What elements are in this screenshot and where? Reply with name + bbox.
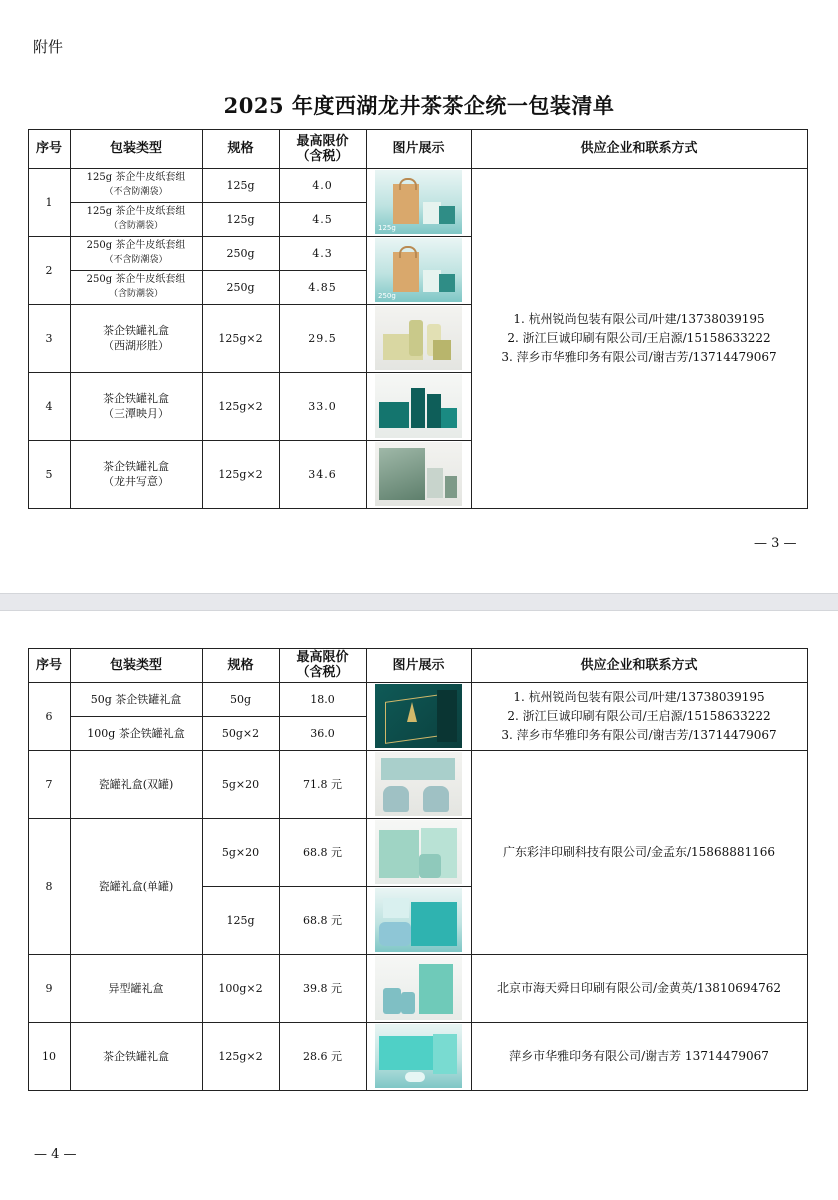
package-type (70, 440, 202, 508)
supplier-line: 2. 浙江巨诚印刷有限公司/王启源/15158633222 (507, 708, 771, 723)
package-type: 茶企铁罐礼盒 (103, 1049, 169, 1063)
price-cell: 4.3 (312, 246, 333, 260)
header-spec: 规格 (227, 657, 254, 673)
package-type-line2: （不含防潮袋） (104, 255, 168, 265)
package-type: 异型罐礼盒 (108, 981, 164, 995)
row-number: 1 (45, 195, 53, 209)
package-type: 瓷罐礼盒(单罐) (98, 879, 174, 893)
package-type-line2: （含防潮袋） (108, 289, 163, 299)
supplier-contacts: 北京市海天舜日印刷有限公司/金黄英/13810694762 (496, 980, 782, 995)
package-type: 50g 茶企铁罐礼盒 (90, 692, 182, 706)
shaped-jar-gift-box-image (375, 956, 462, 1020)
price-cell: 39.8 元 (303, 982, 342, 995)
package-type-line1: 茶企铁罐礼盒 (103, 324, 169, 337)
package-type-line1: 125g 茶企牛皮纸套组 (86, 172, 186, 183)
package-type-line2: （龙井写意） (103, 475, 169, 488)
row-number: 2 (45, 263, 53, 277)
supplier-line: 1. 杭州锐尚包装有限公司/叶建/13738039195 (513, 311, 765, 326)
supplier-contacts: 萍乡市华雅印务有限公司/谢吉芳 13714479067 (509, 1048, 769, 1063)
page-separator (0, 593, 838, 611)
supplier-contacts: 广东彩沣印刷科技有限公司/金孟东/15868881166 (502, 844, 776, 859)
supplier-line: 3. 萍乡市华雅印务有限公司/谢吉芳/13714479067 (501, 727, 777, 742)
header-image: 图片展示 (392, 657, 445, 673)
price-cell: 68.8 元 (303, 914, 342, 927)
price-cell: 29.5 (308, 331, 337, 345)
header-price-line1: 最高限价 (296, 650, 349, 665)
package-type-line1: 250g 茶企牛皮纸套组 (86, 274, 186, 285)
package-type (70, 304, 202, 372)
page-3 (0, 0, 838, 593)
attachment-label: 附件 (33, 38, 64, 56)
row-number: 7 (45, 777, 53, 791)
package-type-line1: 250g 茶企牛皮纸套组 (86, 240, 186, 251)
spec-cell: 50g (229, 692, 252, 706)
row-number: 6 (45, 709, 53, 723)
price-cell: 33.0 (308, 399, 337, 413)
spec-cell: 125g (226, 212, 255, 226)
package-type (70, 168, 202, 202)
package-type (70, 372, 202, 440)
package-type-line2: （不含防潮袋） (104, 187, 168, 197)
price-cell: 68.8 元 (303, 846, 342, 859)
ceramic-jar-single-125g-image (375, 888, 462, 952)
package-type-line2: （三潭映月） (103, 407, 169, 420)
package-type-line1: 125g 茶企牛皮纸套组 (86, 206, 186, 217)
price-cell: 4.5 (312, 212, 333, 226)
header-type: 包装类型 (109, 657, 162, 673)
header-price-line1: 最高限价 (296, 133, 349, 149)
row-number: 3 (45, 331, 53, 345)
spec-cell: 5g×20 (221, 845, 260, 859)
price-cell: 28.6 元 (303, 1050, 342, 1063)
spec-cell: 125g×2 (218, 399, 263, 413)
price-cell: 18.0 (310, 692, 335, 706)
spec-cell: 50g×2 (221, 726, 260, 740)
spec-cell: 250g (226, 246, 255, 260)
row-number: 10 (42, 1049, 56, 1063)
header-supplier: 供应企业和联系方式 (580, 141, 698, 156)
price-cell: 4.85 (308, 280, 337, 294)
package-type (70, 236, 202, 270)
package-type: 100g 茶企铁罐礼盒 (87, 726, 185, 740)
spec-cell: 125g (226, 913, 255, 927)
header-no: 序号 (35, 657, 62, 673)
header-type: 包装类型 (109, 141, 162, 156)
tin-gift-box-xihu-image (375, 306, 462, 370)
header-price-line2: （含税） (296, 665, 349, 680)
supplier-line: 3. 萍乡市华雅印务有限公司/谢吉芳/13714479067 (501, 349, 777, 364)
supplier-line: 1. 杭州锐尚包装有限公司/叶建/13738039195 (513, 689, 765, 704)
header-image: 图片展示 (392, 141, 445, 156)
ceramic-jar-double-image (375, 752, 462, 816)
spec-cell: 5g×20 (221, 777, 260, 791)
header-spec: 规格 (227, 141, 254, 156)
spec-cell: 125g×2 (218, 1049, 263, 1063)
header-price (279, 129, 366, 168)
header-price-line2: （含税） (296, 148, 349, 164)
image-size-label: 250g (378, 292, 396, 300)
header-price (279, 648, 366, 682)
price-cell: 36.0 (310, 726, 335, 740)
supplier-contacts (471, 682, 807, 750)
image-size-label: 125g (378, 224, 396, 232)
row-number: 9 (45, 981, 53, 995)
page-number: — 4 — (34, 1147, 77, 1162)
tin-gift-box-50g-image (375, 684, 462, 748)
ceramic-jar-single-image (375, 820, 462, 884)
header-supplier: 供应企业和联系方式 (580, 657, 698, 673)
spec-cell: 125g×2 (218, 467, 263, 481)
tin-gift-box-125g-image (375, 1024, 462, 1088)
page-number: — 3 — (754, 536, 797, 551)
row-number: 5 (45, 467, 53, 481)
spec-cell: 125g (226, 178, 255, 192)
tin-gift-box-santan-image (375, 374, 462, 438)
tin-gift-box-longjing-image (375, 442, 462, 506)
package-type-line2: （西湖形胜） (103, 339, 169, 352)
page-title: 2025 年度西湖龙井茶茶企统一包装清单 (223, 93, 615, 118)
kraft-bag-set-250g-image (375, 238, 462, 302)
supplier-line: 2. 浙江巨诚印刷有限公司/王启源/15158633222 (507, 330, 771, 345)
package-type-line1: 茶企铁罐礼盒 (103, 460, 169, 473)
spec-cell: 125g×2 (218, 331, 263, 345)
row-number: 8 (45, 879, 53, 893)
spec-cell: 100g×2 (218, 981, 263, 995)
package-type-line2: （含防潮袋） (108, 221, 163, 231)
package-type (70, 270, 202, 304)
kraft-bag-set-125g-image (375, 170, 462, 234)
package-type (70, 202, 202, 236)
price-cell: 71.8 元 (303, 778, 342, 791)
price-cell: 34.6 (308, 467, 337, 481)
supplier-contacts (471, 168, 807, 508)
row-number: 4 (45, 399, 53, 413)
package-type-line1: 茶企铁罐礼盒 (103, 392, 169, 405)
spec-cell: 250g (226, 280, 255, 294)
package-type: 瓷罐礼盒(双罐) (98, 777, 174, 791)
header-no: 序号 (35, 141, 62, 156)
price-cell: 4.0 (312, 178, 333, 192)
